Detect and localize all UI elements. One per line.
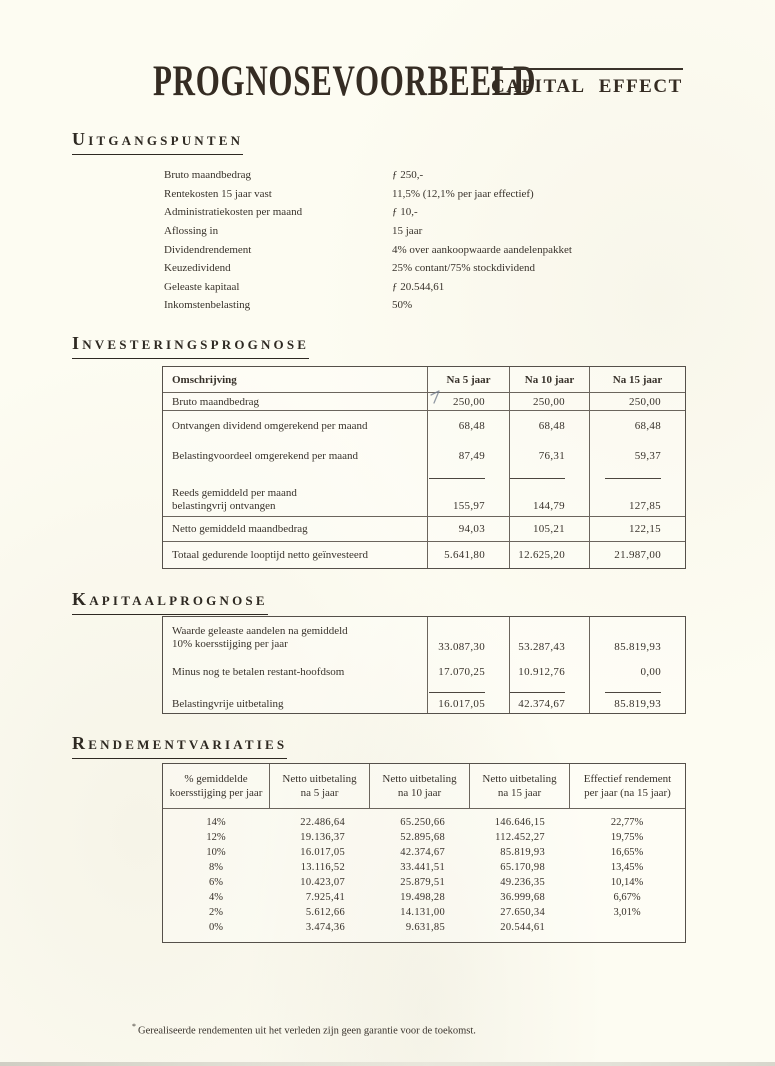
- footnote: [132, 1022, 476, 1037]
- value-cell: 16.017,05: [427, 695, 509, 713]
- value-cell: 16,65%: [610, 847, 644, 858]
- kapitaal-table: [162, 616, 686, 714]
- value-cell: 36.999,68: [500, 892, 545, 903]
- value-cell: 42.374,67: [509, 695, 589, 713]
- list-item: [164, 296, 572, 315]
- table-row: [163, 617, 685, 657]
- column-header: [269, 764, 369, 808]
- column-header: Na 10 jaar: [509, 367, 589, 392]
- table-row: [163, 393, 685, 411]
- table-row: [163, 483, 685, 517]
- value-cell: 94,03: [427, 517, 509, 541]
- value-cell: 33.087,30: [427, 617, 509, 657]
- value-cell: 105,21: [509, 517, 589, 541]
- value-cell: 85.819,93: [500, 847, 545, 858]
- value-cell: 4%: [209, 892, 223, 903]
- value-cell: 68,48: [427, 411, 509, 441]
- value-cell: 20.544,61: [500, 922, 545, 933]
- assumption-label: Aflossing in: [164, 225, 219, 238]
- value-cell: 5.641,80: [427, 542, 509, 568]
- row-label: Bruto maandbedrag: [172, 395, 260, 408]
- assumption-value: 11,5% (12,1% per jaar effectief): [392, 187, 534, 200]
- section-heading-uitgangspunten: UITGANGSPUNTEN: [72, 128, 243, 155]
- sum-line: [429, 478, 485, 479]
- value-cell: 144,79: [509, 483, 589, 516]
- row-label: [163, 483, 427, 516]
- row-label: Minus nog te betalen restant-hoofdsom: [172, 666, 345, 678]
- list-item: [164, 240, 572, 259]
- value-cell: 52.895,68: [400, 832, 445, 843]
- assumption-label: Rentekosten 15 jaar vast: [164, 187, 272, 200]
- footnote-text: Gerealiseerde rendementen uit het verleden zijn geen garantie voor de toekomst.: [138, 1025, 476, 1037]
- value-cell: 2%: [209, 907, 223, 918]
- value-cell: 13,45%: [610, 862, 644, 873]
- document-title: PROGNOSEVOORBEELD: [153, 58, 537, 105]
- value-cell: 33.441,51: [400, 862, 445, 873]
- value-cell: 19.498,28: [400, 892, 445, 903]
- header-line2: na 5 jaar: [300, 787, 339, 799]
- header-line2: per jaar (na 15 jaar): [584, 787, 671, 799]
- brand-name: CAPITAL EFFECT: [491, 76, 683, 97]
- sum-line-cell: [589, 471, 685, 483]
- value-cell: 10,14%: [610, 877, 644, 888]
- value-cell: 0%: [209, 922, 223, 933]
- spacer-cell: [163, 687, 427, 695]
- section-heading-investeringsprognose: INVESTERINGSPROGNOSE: [72, 332, 309, 359]
- column-header: [163, 764, 269, 808]
- value-cell: 42.374,67: [400, 847, 445, 858]
- value-cell: 10%: [206, 847, 226, 858]
- value-cell: 250,00: [509, 393, 589, 410]
- value-cell: [569, 920, 685, 935]
- value-cell: 21.987,00: [589, 542, 685, 568]
- list-item: [164, 259, 572, 278]
- row-label: Totaal gedurende looptijd netto geïnvesteerd: [172, 549, 368, 561]
- table-row: [163, 517, 685, 542]
- value-cell: 6%: [209, 877, 223, 888]
- column-header: Na 15 jaar: [589, 367, 685, 392]
- value-cell: 155,97: [427, 483, 509, 516]
- table-row: [163, 441, 685, 471]
- sum-line-cell: [589, 687, 685, 695]
- section-heading-rendementvariaties: RENDEMENTVARIATIES: [72, 732, 287, 759]
- value-cell: 14%: [206, 817, 226, 828]
- value-cell: 3.474,36: [305, 922, 345, 933]
- pen-checkmark-icon: [429, 389, 443, 405]
- row-label-line1: Waarde geleaste aandelen na gemiddeld: [172, 625, 348, 637]
- assumption-label: Dividendrendement: [164, 243, 252, 256]
- value-cell: 22.486,64: [300, 817, 345, 828]
- list-item: [164, 185, 572, 204]
- assumption-value: 15 jaar: [392, 225, 423, 238]
- assumption-value: ƒ 20.544,61: [392, 280, 445, 293]
- value-cell: 65.170,98: [500, 862, 545, 873]
- list-item: [164, 166, 572, 185]
- value-cell: 22,77%: [610, 817, 644, 828]
- value-cell: 5.612,66: [305, 907, 345, 918]
- row-label-line2: 10% koersstijging per jaar: [172, 637, 288, 650]
- brand-box: [491, 68, 683, 97]
- value-cell: 3,01%: [613, 907, 641, 918]
- value-cell: 12.625,20: [509, 542, 589, 568]
- scan-edge-shadow: [0, 1062, 775, 1066]
- row-label: Ontvangen dividend omgerekend per maand: [172, 420, 368, 432]
- value-cell: 127,85: [589, 483, 685, 516]
- sum-line: [510, 478, 565, 479]
- row-label-line2: belastingvrij ontvangen: [172, 499, 276, 512]
- header-line1: Netto uitbetaling: [282, 773, 357, 785]
- assumption-value: 4% over aankoopwaarde aandelenpakket: [392, 243, 572, 256]
- header-line1: Netto uitbetaling: [482, 773, 557, 785]
- header-line2: koersstijging per jaar: [169, 787, 263, 799]
- assumption-label: Bruto maandbedrag: [164, 169, 252, 182]
- header-line1: % gemiddelde: [184, 773, 248, 785]
- header-line2: na 10 jaar: [397, 787, 442, 799]
- value-cell: 85.819,93: [589, 617, 685, 657]
- sum-line-cell: [427, 471, 509, 483]
- value-cell: 14.131,00: [400, 907, 445, 918]
- table-row: [163, 815, 685, 830]
- assumption-value: ƒ 10,-: [392, 206, 418, 219]
- document-title-box: [153, 58, 537, 106]
- column-header: Na 5 jaar: [427, 367, 509, 392]
- value-cell: 122,15: [589, 517, 685, 541]
- value-cell: 16.017,05: [300, 847, 345, 858]
- table-header-row: [163, 764, 685, 809]
- list-item: [164, 278, 572, 297]
- value-cell: 68,48: [509, 411, 589, 441]
- column-header: [469, 764, 569, 808]
- value-cell: 27.650,34: [500, 907, 545, 918]
- table-header-row: [163, 367, 685, 393]
- value-cell: 7.925,41: [305, 892, 345, 903]
- value-cell: 146.646,15: [494, 817, 545, 828]
- value-cell: 19,75%: [610, 832, 644, 843]
- sum-line-cell: [509, 687, 589, 695]
- section-heading-kapitaalprognose: KAPITAALPROGNOSE: [72, 588, 268, 615]
- list-item: [164, 203, 572, 222]
- value-cell: 87,49: [427, 441, 509, 471]
- value-cell: 85.819,93: [589, 695, 685, 713]
- column-header: Omschrijving: [172, 373, 237, 386]
- row-label: Netto gemiddeld maandbedrag: [172, 523, 308, 535]
- value-cell: 9.631,85: [405, 922, 445, 933]
- value-cell: 8%: [209, 862, 223, 873]
- value-cell: 17.070,25: [427, 657, 509, 687]
- row-label: [163, 617, 427, 657]
- table-row: [163, 657, 685, 687]
- value-cell: 10.912,76: [509, 657, 589, 687]
- assumption-label: Inkomstenbelasting: [164, 299, 251, 312]
- value-cell: [427, 393, 509, 410]
- value-cell: 49.236,35: [500, 877, 545, 888]
- value-cell: 0,00: [589, 657, 685, 687]
- sum-line: [605, 478, 661, 479]
- sum-line-cell: [509, 471, 589, 483]
- list-item: [164, 222, 572, 241]
- spacer-cell: [163, 471, 427, 483]
- table-row: [163, 875, 685, 890]
- sum-line-row: [163, 471, 685, 483]
- table-row: [163, 860, 685, 875]
- sum-line-cell: [427, 687, 509, 695]
- value-cell: 19.136,37: [300, 832, 345, 843]
- table-row: [163, 695, 685, 713]
- header-line1: Effectief rendement: [583, 773, 672, 785]
- column-header: [369, 764, 469, 808]
- sum-line: [605, 692, 661, 693]
- value-cell: 112.452,27: [495, 832, 545, 843]
- value-cell: 76,31: [509, 441, 589, 471]
- assumption-label: Keuzedividend: [164, 262, 231, 275]
- row-label: Belastingvrije uitbetaling: [172, 698, 284, 710]
- header-line1: Netto uitbetaling: [382, 773, 457, 785]
- row-label: Belastingvoordeel omgerekend per maand: [172, 450, 359, 462]
- value-cell: 250,00: [589, 393, 685, 410]
- sum-line: [510, 692, 565, 693]
- assumption-value: ƒ 250,-: [392, 169, 424, 182]
- assumption-value: 50%: [392, 299, 413, 312]
- footnote-marker: *: [132, 1022, 136, 1031]
- value-cell: 53.287,43: [509, 617, 589, 657]
- table-body: [163, 809, 685, 942]
- table-row: [163, 830, 685, 845]
- invest-table: [162, 366, 686, 569]
- table-row: [163, 845, 685, 860]
- cell-value: 250,00: [452, 395, 485, 408]
- column-header: [569, 764, 685, 808]
- value-cell: 13.116,52: [300, 862, 345, 873]
- value-cell: 10.423,07: [300, 877, 345, 888]
- value-cell: 65.250,66: [400, 817, 445, 828]
- value-cell: 68,48: [589, 411, 685, 441]
- rendement-table: [162, 763, 686, 943]
- assumption-label: Administratiekosten per maand: [164, 206, 303, 219]
- table-row: [163, 890, 685, 905]
- table-row: [163, 542, 685, 568]
- assumptions-list: [164, 166, 572, 315]
- header-line2: na 15 jaar: [497, 787, 542, 799]
- assumption-label: Geleaste kapitaal: [164, 280, 240, 293]
- row-label-line1: Reeds gemiddeld per maand: [172, 487, 297, 499]
- sum-line: [429, 692, 485, 693]
- value-cell: 6,67%: [613, 892, 641, 903]
- value-cell: 12%: [206, 832, 226, 843]
- table-row: [163, 905, 685, 920]
- table-row: [163, 920, 685, 935]
- value-cell: 59,37: [589, 441, 685, 471]
- value-cell: 25.879,51: [400, 877, 445, 888]
- sum-line-row: [163, 687, 685, 695]
- table-row: [163, 411, 685, 441]
- assumption-value: 25% contant/75% stockdividend: [392, 262, 535, 275]
